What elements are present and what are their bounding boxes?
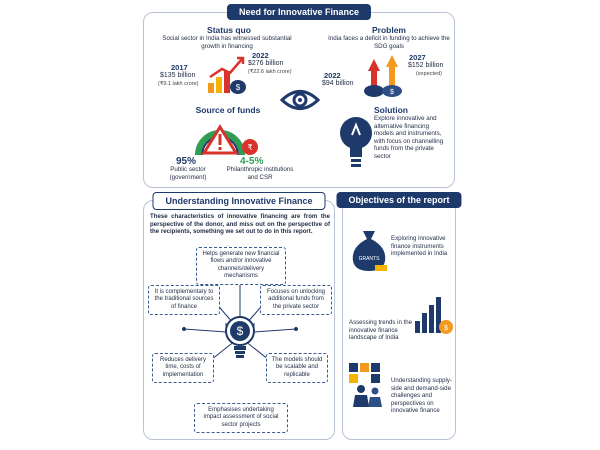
money-growth-icon: [204, 53, 248, 97]
objective-item-3: Understanding supply-side and demand-side challenges and perspectives on innovative finance: [391, 377, 452, 415]
problem-description: India faces a deficit in funding to achieve the SDG goals: [328, 35, 450, 50]
eye-icon: [280, 87, 320, 113]
objective-item-1: Exploring innovative finance instruments implemented in India: [391, 235, 448, 258]
box-reduces-time: Reduces delivery time, costs of implementation: [152, 353, 214, 383]
status-quo-description: Social sector in India has witnessed substantial growth in financing: [162, 35, 292, 50]
objective-item-2: Assessing trends in the innovative finance landscape of India: [349, 319, 413, 342]
public-label: Public sector (government): [169, 166, 207, 181]
grants-money-bag-icon: [349, 225, 389, 273]
philanthropic-pct: 4-5%: [240, 156, 264, 167]
solution-heading: Solution: [374, 105, 408, 115]
source-of-funds-heading: Source of funds: [195, 105, 261, 115]
people-puzzle-icon: [347, 361, 387, 409]
funds-warning-icon: [192, 117, 264, 159]
problem-heading: Problem: [371, 25, 406, 35]
status-note-2022: (₹22.6 lakh crore): [248, 69, 292, 75]
problem-year-2027: 2027: [409, 53, 426, 62]
objectives-panel: [342, 195, 456, 440]
money-deficit-icon: [360, 53, 406, 97]
box-private-sector: Focuses on unlocking additional funds from the private sector: [260, 285, 332, 315]
solution-text: Explore innovative and alternative financing models and instruments, with focus on channelling funds from the private sector: [374, 115, 444, 160]
grants-label: GRANTS: [358, 256, 380, 262]
problem-value-2027: $152 billion: [408, 62, 444, 69]
understanding-intro: These characteristics of innovative financing are from the perspective of the donor, and miss out on the perspective of the recipients, something we set out to do in this report.: [150, 213, 330, 236]
svg-text:$: $: [235, 83, 241, 92]
dollar-lightbulb-icon: [224, 315, 256, 363]
box-impact-assessment: Emphasises undertaking impact assessment of social sector projects: [194, 403, 288, 433]
objectives-panel-title: Objectives of the report: [336, 192, 461, 208]
status-year-2017: 2017: [171, 63, 188, 72]
understanding-panel-title: Understanding Innovative Finance: [152, 192, 325, 210]
philanthropic-label: Philanthropic institutions and CSR: [226, 166, 294, 181]
status-quo-heading: Status quo: [207, 25, 251, 35]
need-panel-title: Need for Innovative Finance: [227, 4, 371, 20]
box-new-flows: Helps generate new financial flows and/or innovative channels/delivery mechanisms: [196, 247, 286, 285]
status-note-2017: (₹9.1 lakh crore): [158, 81, 199, 87]
growth-chart-coin-icon: [413, 291, 453, 335]
svg-text:$: $: [444, 325, 448, 332]
status-value-2022: $276 billion: [248, 60, 284, 67]
svg-text:$: $: [390, 89, 394, 96]
understanding-panel: [143, 196, 335, 440]
status-year-2022: 2022: [252, 51, 269, 60]
svg-text:₹: ₹: [247, 143, 253, 152]
public-pct: 95%: [176, 156, 197, 167]
box-scalable: The models should be scalable and replicable: [266, 353, 328, 383]
box-complementary: It is complementary to the traditional sources of finance: [148, 285, 220, 315]
status-value-2017: $135 billion: [160, 72, 196, 79]
need-panel: [143, 7, 455, 188]
problem-note-2027: (expected): [416, 71, 442, 77]
lightbulb-icon: [338, 109, 374, 175]
problem-year-2022: 2022: [324, 71, 341, 80]
svg-text:$: $: [236, 324, 244, 338]
problem-value-2022: $94 billion: [322, 80, 354, 87]
